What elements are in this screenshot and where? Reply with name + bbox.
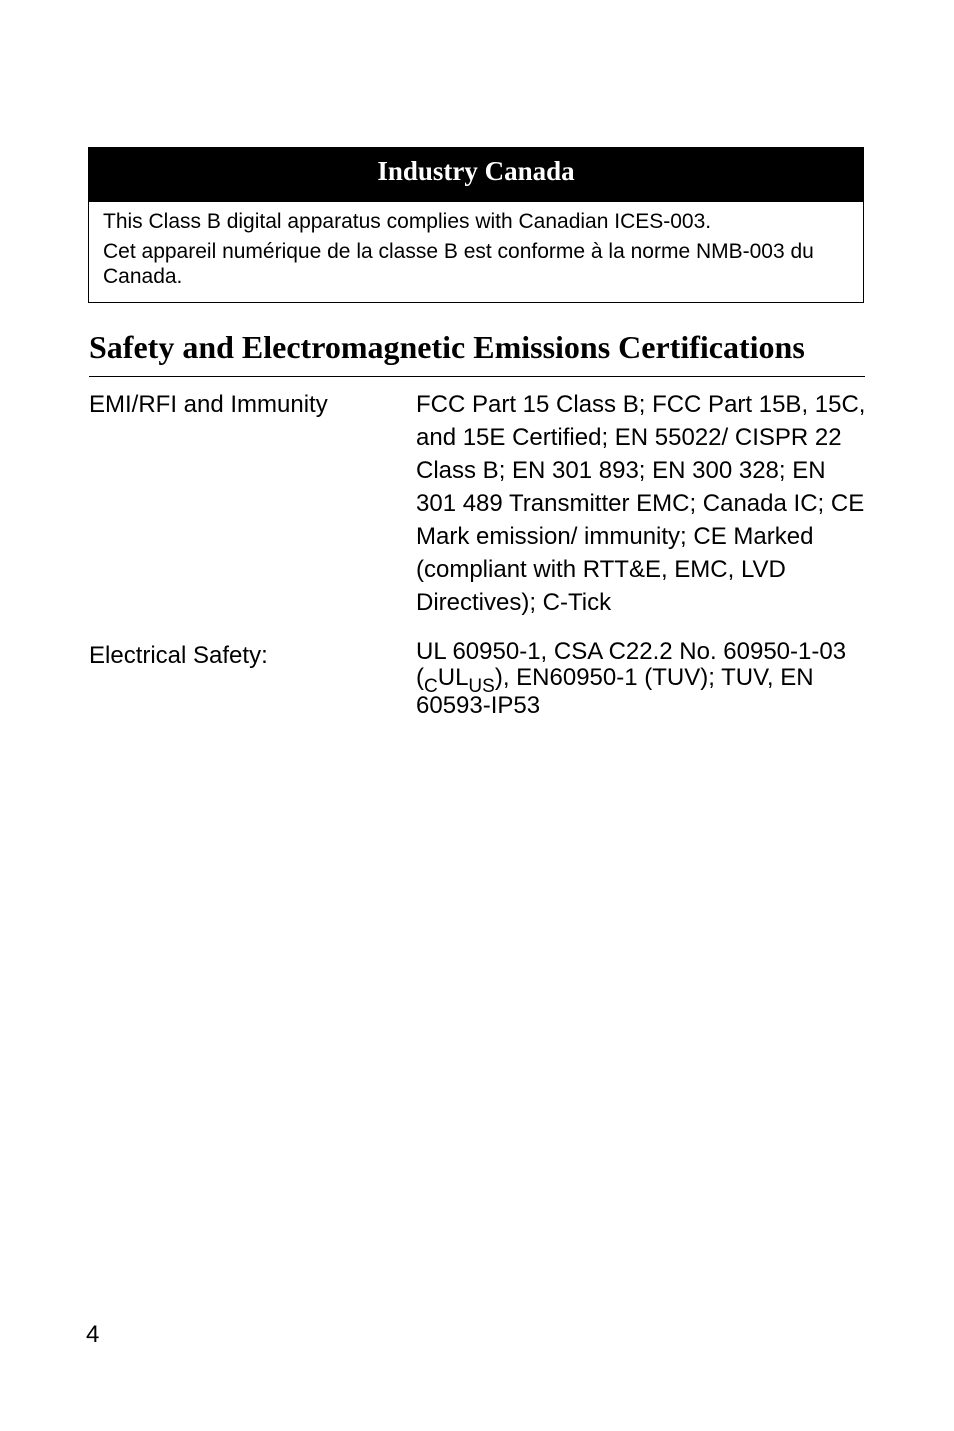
page-number: 4 <box>86 1321 100 1348</box>
electrical-safety-value <box>416 639 871 719</box>
ul-mark: UL <box>437 664 469 691</box>
section-divider <box>89 376 865 377</box>
section-title: Safety and Electromagnetic Emissions Certifications <box>89 329 805 365</box>
us-subscript: US <box>468 676 495 697</box>
electrical-safety-text-end: ), EN60950-1 (TUV); TUV, EN 60593-IP53 <box>416 664 814 719</box>
industry-canada-statement-fr: Cet appareil numérique de la classe B est conforme à la norme NMB-003 du Canada. <box>103 240 814 288</box>
electrical-safety-label: Electrical Safety: <box>89 642 268 669</box>
emi-label: EMI/RFI and Immunity <box>89 391 328 418</box>
c-subscript: C <box>424 676 438 697</box>
emi-value: FCC Part 15 Class B; FCC Part 15B, 15C, and 15E Certified; EN 55022/ CISPR 22 Class B; EN 301 893; EN 300 328; EN 301 489 Transmitter EMC; Canada IC; CE Mark emission/ immunity; CE Marked (compliant with RTT&E, EMC, LVD Directives); C-Tick <box>416 391 866 616</box>
industry-canada-heading: Industry Canada <box>89 148 863 202</box>
industry-canada-notice <box>88 147 864 303</box>
electrical-safety-text-start: UL 60950-1, CSA C22.2 No. 60950-1-03 ( <box>416 638 847 691</box>
industry-canada-statement-en: This Class B digital apparatus complies with Canadian ICES-003. <box>103 210 712 233</box>
